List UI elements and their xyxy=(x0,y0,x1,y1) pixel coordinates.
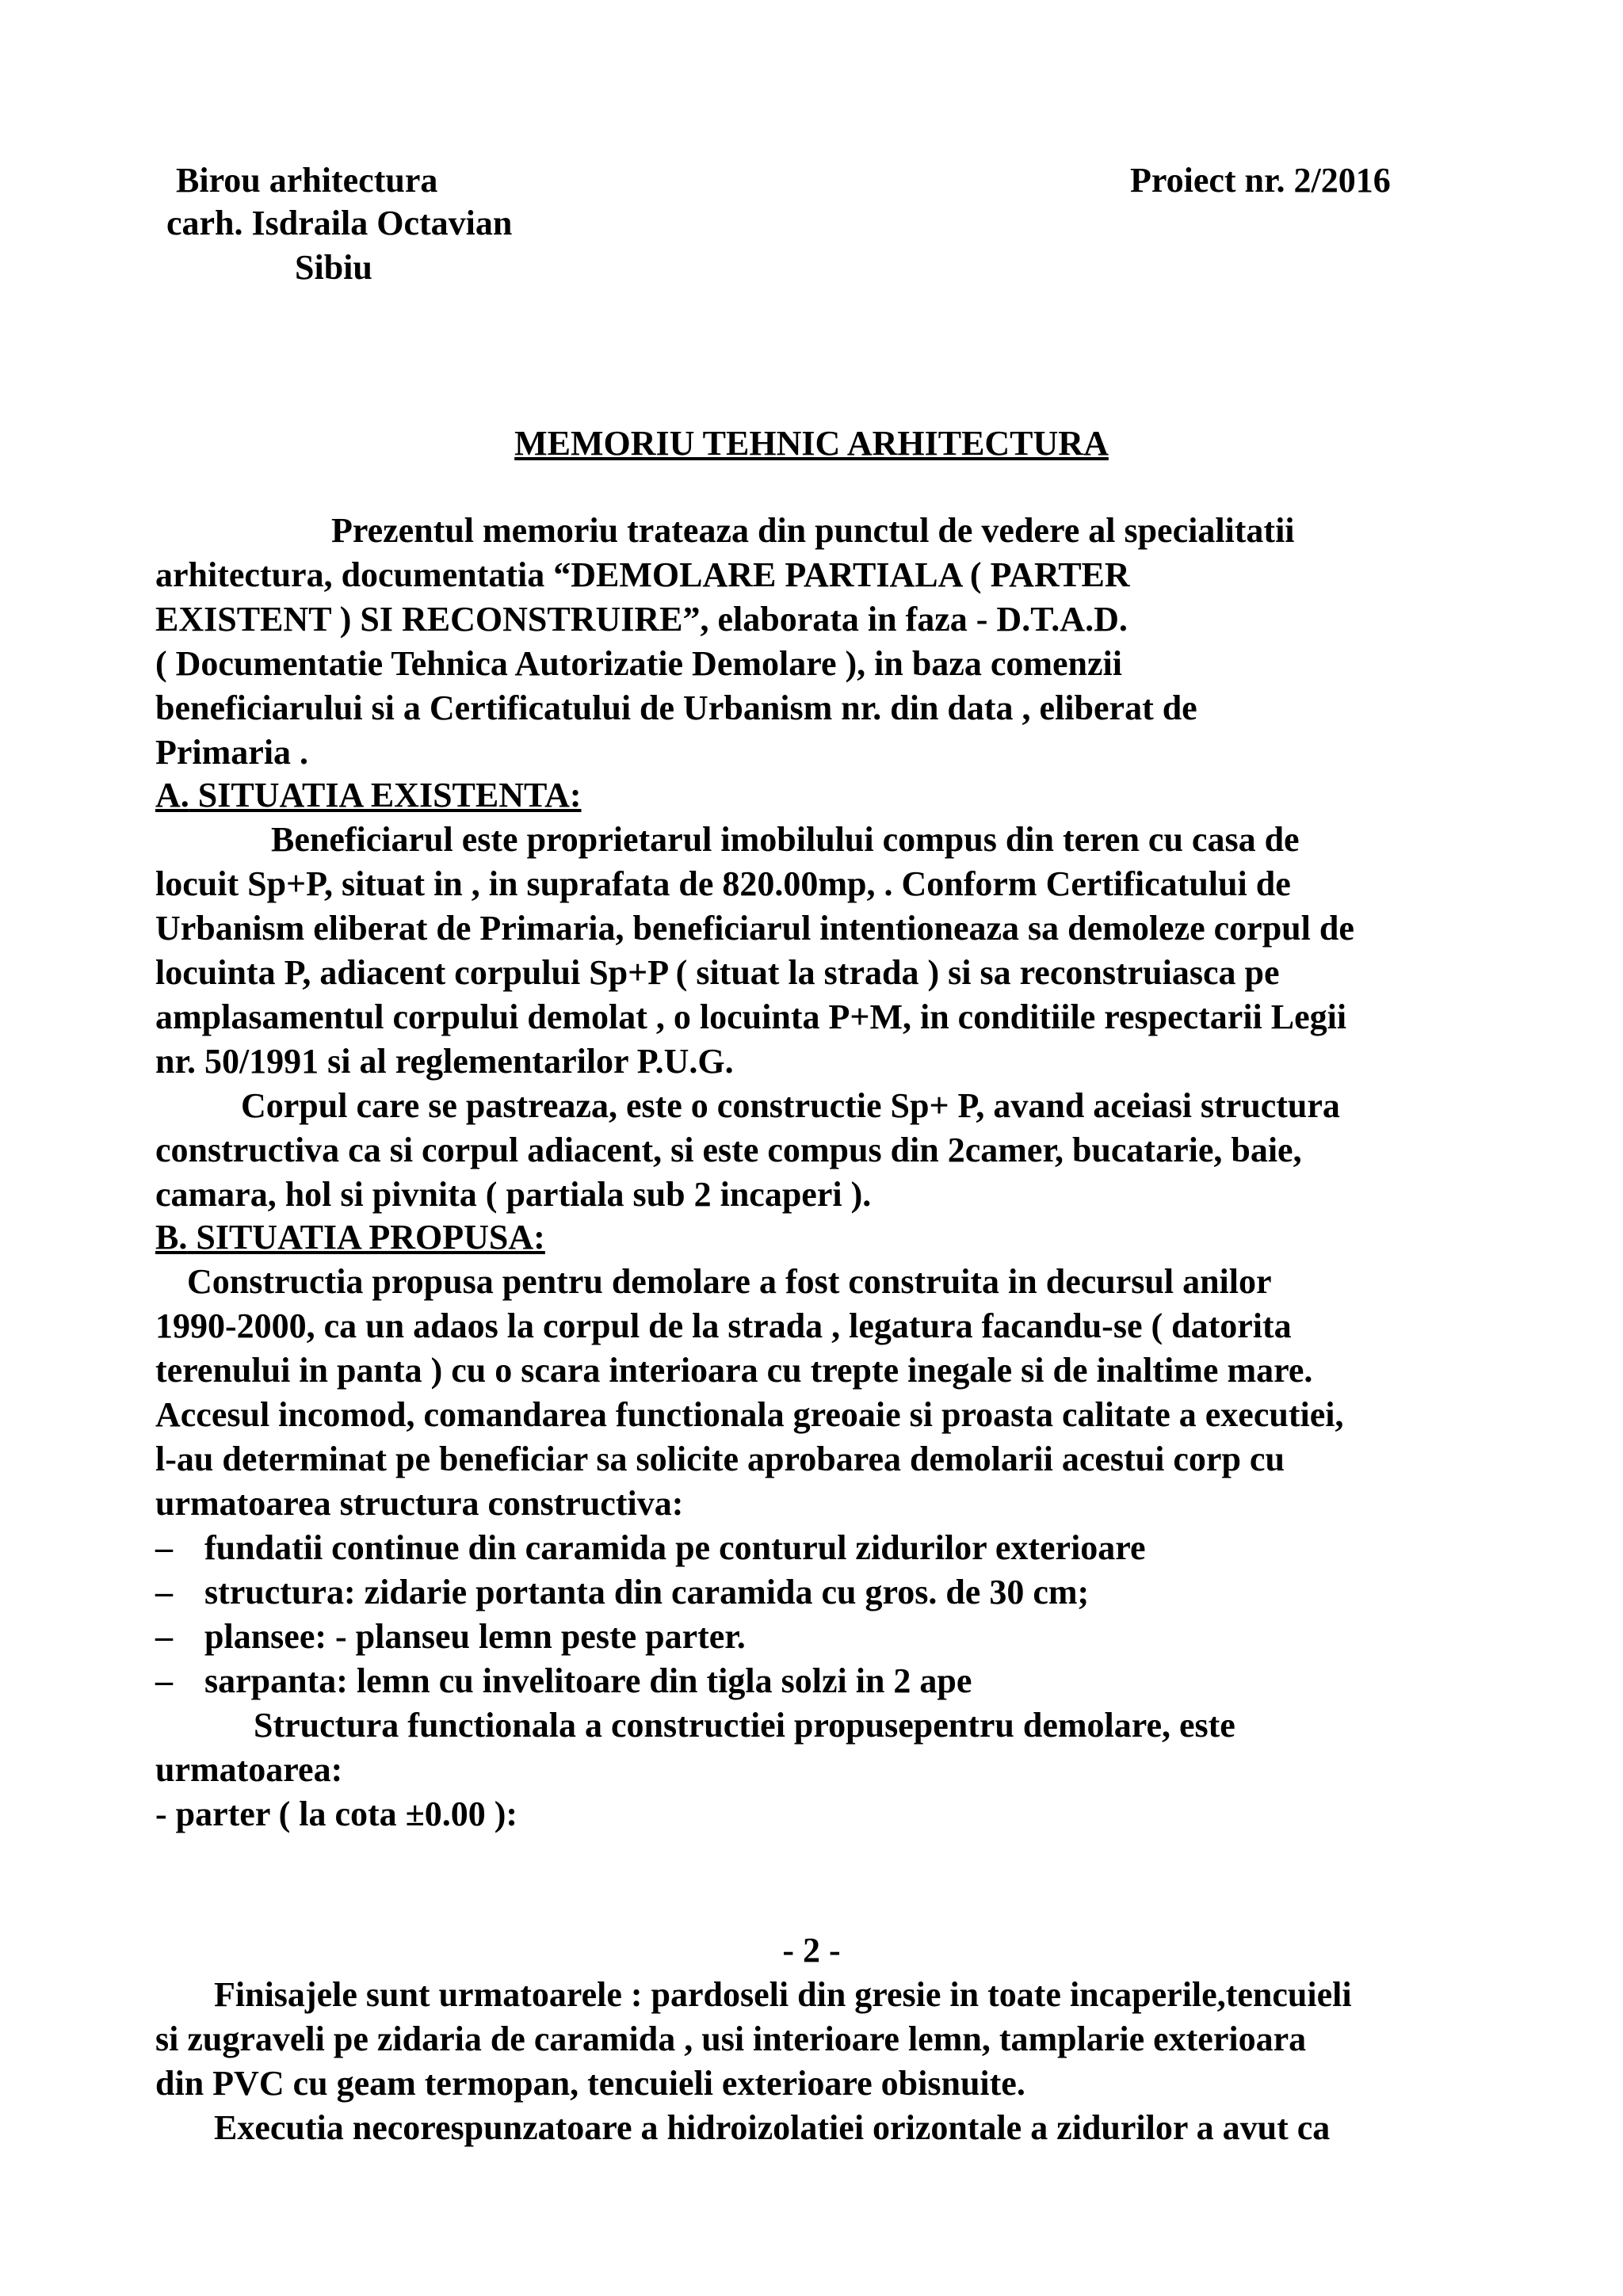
section-b-line: Accesul incomod, comandarea functionala greoaie si proasta calitate a executiei, xyxy=(155,1395,1344,1434)
section-a-line: camara, hol si pivnita ( partiala sub 2 incaperi ). xyxy=(155,1175,872,1214)
section-b-heading xyxy=(155,1215,545,1260)
architect-name: carh. Isdraila Octavian xyxy=(166,204,513,242)
section-a-line: amplasamentul corpului demolat , o locuinta P+M, in conditiile respectarii Legii xyxy=(155,997,1347,1036)
page2-line: si zugraveli pe zidaria de caramida , usi interioare lemn, tamplarie exterioara xyxy=(155,2019,1307,2058)
section-b-after-line: Structura functionala a constructiei propusepentru demolare, este xyxy=(254,1706,1235,1745)
page2-line: Finisajele sunt urmatoarele : pardoseli din gresie in toate incaperile,tencuieli xyxy=(214,1975,1352,2014)
bullet-dash-icon: – xyxy=(155,1661,173,1700)
intro-line: Primaria . xyxy=(155,733,309,772)
bullet-dash-icon: – xyxy=(155,1528,173,1567)
section-a-heading xyxy=(155,773,582,818)
office-name: Birou arhitectura xyxy=(176,161,438,200)
section-a-line: Urbanism eliberat de Primaria, beneficiarul intentioneaza sa demoleze corpul de xyxy=(155,909,1354,948)
section-b-line: 1990-2000, ca un adaos la corpul de la strada , legatura facandu-se ( datorita xyxy=(155,1306,1292,1345)
section-b-after-line: - parter ( la cota ±0.00 ): xyxy=(155,1794,518,1833)
bullet-item: structura: zidarie portanta din caramida cu gros. de 30 cm; xyxy=(204,1573,1090,1611)
project-number: Proiect nr. 2/2016 xyxy=(1130,161,1391,200)
section-b-after-line: urmatoarea: xyxy=(155,1750,343,1789)
bullet-item: fundatii continue din caramida pe conturul zidurilor exterioare xyxy=(204,1528,1146,1567)
section-a-line: constructiva ca si corpul adiacent, si este compus din 2camer, bucatarie, baie, xyxy=(155,1131,1302,1169)
section-b-line: terenului in panta ) cu o scara interioara cu trepte inegale si de inaltime mare. xyxy=(155,1351,1313,1390)
intro-line: ( Documentatie Tehnica Autorizatie Demolare ), in baza comenzii xyxy=(155,644,1122,683)
document-title: MEMORIU TEHNIC ARHITECTURA xyxy=(514,424,1109,463)
section-a-line: locuit Sp+P, situat in , in suprafata de 820.00mp, . Conform Certificatului de xyxy=(155,864,1291,903)
intro-line: arhitectura, documentatia “DEMOLARE PARTIALA ( PARTER xyxy=(155,555,1130,594)
section-a-line: Corpul care se pastreaza, este o constructie Sp+ P, avand aceiasi structura xyxy=(241,1086,1340,1125)
page-number: - 2 - xyxy=(782,1931,841,1970)
intro-line: beneficiarului si a Certificatului de Urbanism nr. din data , eliberat de xyxy=(155,688,1197,727)
bullet-dash-icon: – xyxy=(155,1617,173,1656)
section-b-line: Constructia propusa pentru demolare a fost construita in decursul anilor xyxy=(187,1262,1272,1301)
section-b-line: l-au determinat pe beneficiar sa solicite aprobarea demolarii acestui corp cu xyxy=(155,1440,1285,1478)
intro-line: EXISTENT ) SI RECONSTRUIRE”, elaborata in faza - D.T.A.D. xyxy=(155,600,1128,639)
bullet-dash-icon: – xyxy=(155,1573,173,1611)
section-a-title: SITUATIA EXISTENTA: xyxy=(189,776,582,814)
section-b-letter: B. xyxy=(155,1218,188,1257)
section-b-line: urmatoarea structura constructiva: xyxy=(155,1484,684,1523)
intro-line: Prezentul memoriu trateaza din punctul de vedere al specialitatii xyxy=(331,511,1295,550)
page2-line: Executia necorespunzatoare a hidroizolatiei orizontale a zidurilor a avut ca xyxy=(214,2108,1331,2147)
section-a-letter: A. xyxy=(155,776,189,814)
bullet-item: plansee: - planseu lemn peste parter. xyxy=(204,1617,746,1656)
section-a-line: nr. 50/1991 si al reglementarilor P.U.G. xyxy=(155,1042,734,1081)
bullet-item: sarpanta: lemn cu invelitoare din tigla solzi in 2 ape xyxy=(204,1661,972,1700)
city-name: Sibiu xyxy=(295,248,372,287)
section-b-title: SITUATIA PROPUSA: xyxy=(187,1218,545,1257)
section-a-line: Beneficiarul este proprietarul imobilului compus din teren cu casa de xyxy=(271,820,1300,859)
section-a-line: locuinta P, adiacent corpului Sp+P ( situat la strada ) si sa reconstruiasca pe xyxy=(155,953,1280,992)
page2-line: din PVC cu geam termopan, tencuieli exterioare obisnuite. xyxy=(155,2064,1025,2103)
